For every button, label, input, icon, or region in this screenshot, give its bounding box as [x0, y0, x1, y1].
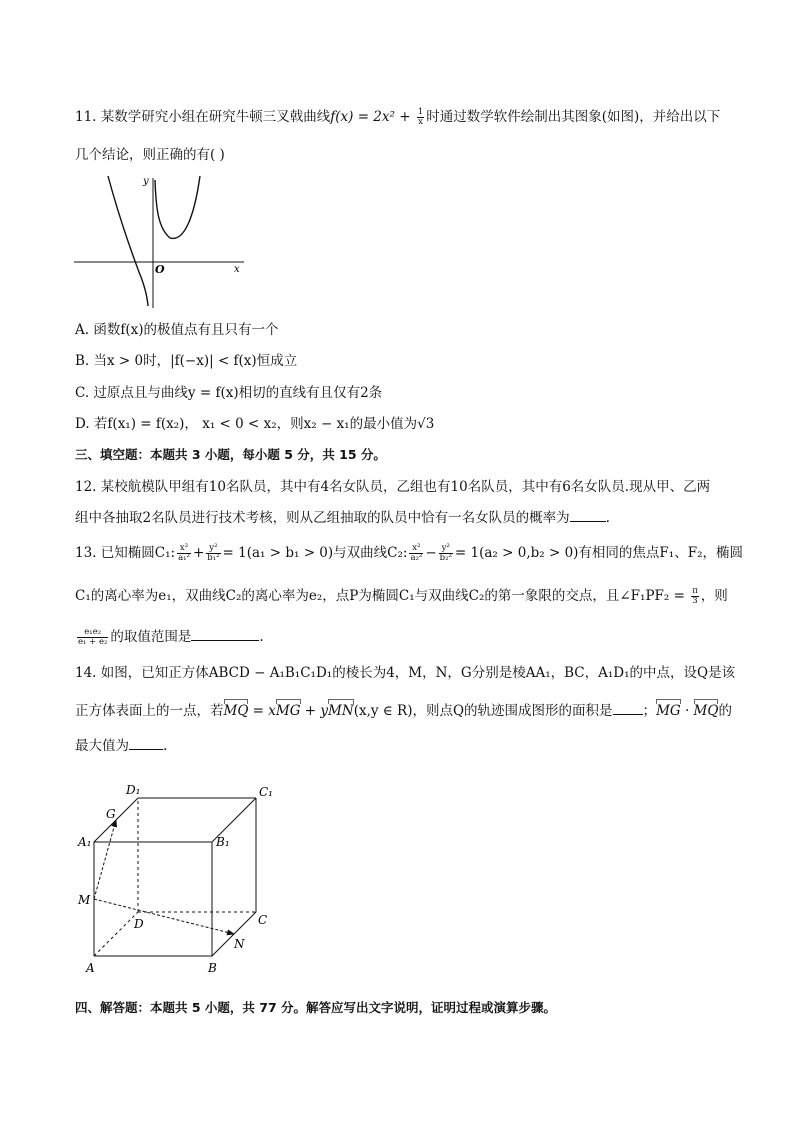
vertex-label-C: C — [258, 913, 268, 927]
q12-line2: 组中各抽取2名队员进行技术考核，则从乙组抽取的队员中恰有一名女队员的概率为 . — [75, 510, 610, 526]
q13-line2: C₁的离心率为e₁，双曲线C₂的离心率为e₂，点P为椭圆C₁与双曲线C₂的第一象限的交点，且∠F₁PF₂ = $\frac{\pi}{3}$ ，则 — [75, 586, 728, 606]
q14-line2: 正方体表面上的一点，若MQ = xMG + yMN(x,y ∈ R)，则点Q的轨迹围成图形的面积是 ；MG · MQ的 — [75, 703, 732, 719]
point-label-G: G — [106, 807, 116, 821]
point-label-N: N — [234, 937, 245, 951]
q13-line3: $\frac{\text{e₁e₂}}{\text{e₁ + e₂}}$ 的取值范围是 . — [78, 627, 264, 647]
answer-blank — [191, 628, 259, 641]
x-axis-label: x — [234, 264, 240, 275]
q11-stem-line2: 几个结论，则正确的有( ) — [75, 147, 225, 163]
q12-line1: 12. 某校航模队甲组有10名队员，其中有4名女队员，乙组也有10名队员，其中有6名女队员.现从甲、乙两 — [75, 479, 711, 495]
q11-option-b: B. 当x > 0时，|f(−x)| < f(x)恒成立 — [75, 353, 298, 369]
section-4-heading: 四、解答题：本题共 5 小题，共 77 分。解答应写出文字说明，证明过程或演算步骤。 — [75, 1000, 557, 1015]
q11-option-d: D. 若f(x₁) = f(x₂)， x₁ < 0 < x₂，则x₂ − x₁的最小值为√3 — [75, 416, 435, 432]
answer-blank — [129, 737, 163, 750]
origin-label: O — [155, 263, 165, 276]
point-label-M: M — [78, 893, 91, 907]
q11-option-a: A. 函数f(x)的极值点有且只有一个 — [75, 322, 279, 338]
vertex-label-D1: D₁ — [126, 783, 141, 797]
q11-option-c: C. 过原点且与曲线y = f(x)相切的直线有且仅有2条 — [75, 385, 383, 401]
section-3-heading: 三、填空题：本题共 3 小题，每小题 5 分，共 15 分。 — [75, 447, 386, 462]
q11-function-graph — [70, 168, 250, 313]
cube-figure — [70, 780, 290, 980]
q14-line1: 14. 如图，已知正方体ABCD − A₁B₁C₁D₁的棱长为4，M，N，G分别是棱AA₁，BC，A₁D₁的中点，设Q是该 — [75, 665, 736, 681]
vertex-label-A: A — [86, 961, 95, 975]
vertex-label-D: D — [134, 917, 144, 931]
vertex-label-C1: C₁ — [259, 785, 273, 799]
y-axis-label: y — [143, 176, 149, 187]
vertex-label-A1: A₁ — [78, 835, 92, 849]
q14-line3: 最大值为 . — [75, 738, 168, 754]
answer-blank — [613, 702, 643, 715]
vertex-label-B: B — [208, 961, 217, 975]
q11-stem-line1: 11. 某数学研究小组在研究牛顿三叉戟曲线f(x) = 2x² + $\frac{1}{x}$ 时通过数学软件绘制出其图象(如图)，并给出以下 — [75, 107, 721, 127]
vertex-label-B1: B₁ — [216, 835, 230, 849]
answer-blank — [570, 509, 606, 522]
q13-line1: 13. 已知椭圆C₁: $\frac{\text{x²}}{\text{a₁²}}$ + $\frac{\text{y²}}{\text{b₁²}}$ = 1(a₁ > b₁ > 0)与双曲线C₂: $\frac{\text{x²}}{\text{a₂²}}$ − $\frac{\text{y²}}{\text{b₂²}}$ = 1(a₂ > 0,b₂ > 0)有相同的焦点F₁、F₂，椭圆 — [75, 543, 743, 563]
